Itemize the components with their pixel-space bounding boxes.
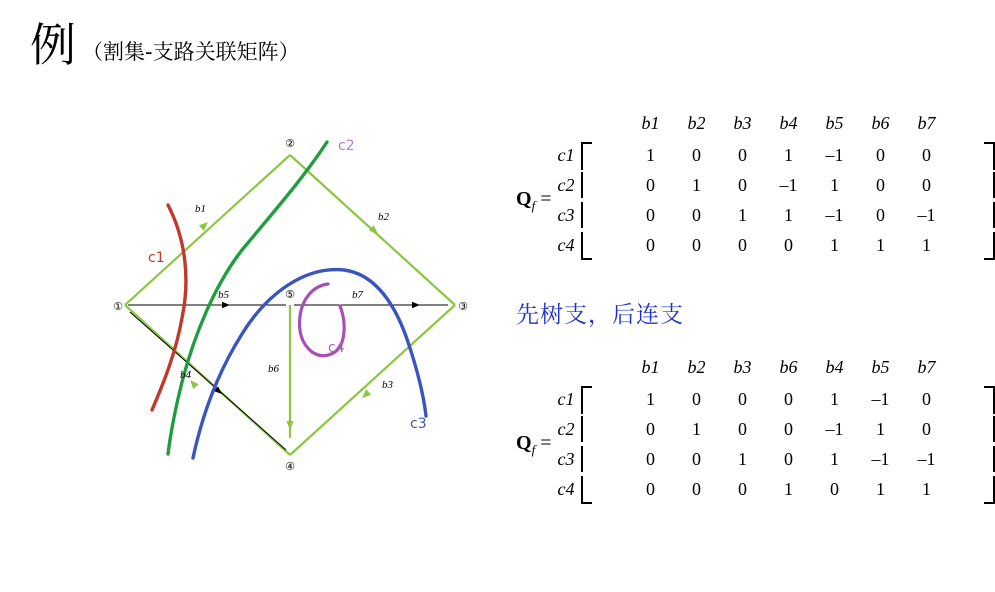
matrix2-cell: –1 (871, 388, 890, 409)
matrix2-cell: 0 (783, 388, 793, 409)
matrix1-row-c4: c4 (557, 234, 575, 255)
matrix2-table (557, 352, 995, 504)
table-row (557, 200, 995, 230)
matrix1-cell: 1 (829, 174, 839, 195)
matrix2-cell: 0 (737, 388, 747, 409)
matrix2-col-b5: b5 (871, 356, 890, 377)
matrix1-cell: 0 (737, 174, 747, 195)
matrix1-cell: 1 (875, 234, 885, 255)
arrow-b6 (286, 421, 293, 430)
matrix2-corner (557, 352, 581, 384)
matrix2-cell: 1 (921, 478, 931, 499)
matrix1-cell: 0 (691, 144, 701, 165)
branch-label-b7: b7 (352, 289, 363, 301)
table-row (557, 170, 995, 200)
matrix2-bracket-left-bottom (581, 474, 627, 504)
matrix2-header-row (557, 352, 995, 384)
matrix2-col-b3: b3 (733, 356, 752, 377)
matrix1-cell: –1 (825, 204, 844, 225)
matrix2-cell: 1 (737, 448, 747, 469)
matrix1-bracket-left-bottom (581, 230, 627, 260)
cutset-label-c1: c1 (148, 250, 165, 266)
edge-b3-line (290, 305, 455, 455)
matrix1-col-b5: b5 (825, 112, 844, 133)
matrix2-bracket-right-mid (949, 414, 995, 444)
matrix1-cell: 1 (921, 234, 931, 255)
edge-diagonal-line (130, 312, 286, 450)
matrix1-cell: 0 (645, 204, 655, 225)
matrix2-cell: 1 (645, 388, 655, 409)
matrix-qf-reordered (516, 352, 995, 504)
node-3: ③ (458, 300, 468, 313)
matrix1-cell: 0 (875, 204, 885, 225)
matrix2-label-sub: f (531, 442, 536, 457)
matrix2-col-b2: b2 (687, 356, 706, 377)
graph-figure (90, 120, 490, 490)
node-5: ⑤ (285, 288, 295, 301)
matrix2-label-q: Q (516, 432, 532, 454)
matrix2-col-b4: b4 (825, 356, 844, 377)
table-row (557, 384, 995, 414)
matrix2-cell: 1 (875, 418, 885, 439)
matrix1-row-c2: c2 (557, 174, 575, 195)
matrix1-cell: 1 (783, 204, 793, 225)
arrow-b5 (222, 302, 230, 308)
matrix2-cell: 1 (691, 418, 701, 439)
matrix-qf-original (516, 108, 995, 260)
matrix2-cell: –1 (917, 448, 936, 469)
matrix1-cell: 0 (737, 234, 747, 255)
table-row (557, 230, 995, 260)
matrix1-bracket-space-l (581, 108, 627, 140)
matrix1-label-q: Q (516, 188, 532, 210)
matrix1-cell: 0 (645, 234, 655, 255)
table-row (557, 414, 995, 444)
matrix1-label (516, 154, 551, 214)
matrix2-bracket-right-bottom (949, 474, 995, 504)
emphasis-note: 先树支，后连支 (516, 302, 684, 328)
matrix1-cell: 1 (645, 144, 655, 165)
cutset-label-c2: c2 (338, 138, 355, 154)
matrix1-bracket-left-mid2 (581, 200, 627, 230)
arrow-b7 (412, 302, 420, 308)
title-subtitle-text: （割集-支路关联矩阵） (82, 40, 300, 64)
matrix1-cell: –1 (779, 174, 798, 195)
matrix2-row-c3: c3 (557, 448, 575, 469)
table-row (557, 444, 995, 474)
matrix1-col-b1: b1 (641, 112, 660, 133)
matrix2-cell: 0 (921, 388, 931, 409)
matrix1-cell: 0 (921, 144, 931, 165)
branch-label-b2: b2 (378, 211, 389, 223)
branch-label-b5: b5 (218, 289, 229, 301)
matrix1-col-b7: b7 (917, 112, 936, 133)
matrix1-table (557, 108, 995, 260)
matrix2-cell: –1 (825, 418, 844, 439)
cutset-c2-curve (168, 142, 327, 454)
matrix1-bracket-space-r (949, 108, 995, 140)
page-title (30, 18, 300, 72)
matrix1-cell: –1 (917, 204, 936, 225)
matrix1-col-b2: b2 (687, 112, 706, 133)
matrix1-col-b3: b3 (733, 112, 752, 133)
matrix2-bracket-left-mid2 (581, 444, 627, 474)
matrix2-row-c2: c2 (557, 418, 575, 439)
matrix2-cell: 0 (691, 478, 701, 499)
matrix1-cell: 0 (875, 144, 885, 165)
matrix2-cell: 0 (783, 418, 793, 439)
matrix2-cell: 0 (691, 448, 701, 469)
node-2: ② (285, 137, 295, 150)
branch-label-b1: b1 (195, 203, 206, 215)
matrix1-col-b6: b6 (871, 112, 890, 133)
matrix2-cell: 1 (783, 478, 793, 499)
matrix2-bracket-space-l (581, 352, 627, 384)
matrix1-row-c3: c3 (557, 204, 575, 225)
matrix1-bracket-right-bottom (949, 230, 995, 260)
matrix2-cell: 0 (691, 388, 701, 409)
matrix1-cell: 0 (921, 174, 931, 195)
matrix2-cell: 0 (645, 478, 655, 499)
matrix1-col-b4: b4 (779, 112, 798, 133)
matrix2-cell: 1 (829, 448, 839, 469)
matrix2-row-c1: c1 (557, 388, 575, 409)
branch-label-b6: b6 (268, 363, 279, 375)
matrix2-bracket-right-top (949, 384, 995, 414)
matrix2-cell: 1 (875, 478, 885, 499)
matrix2-cell: 0 (829, 478, 839, 499)
matrix2-bracket-left-mid (581, 414, 627, 444)
matrix1-cell: 1 (737, 204, 747, 225)
matrix1-cell: 0 (737, 144, 747, 165)
table-row (557, 474, 995, 504)
matrix1-bracket-left-top (581, 140, 627, 170)
matrix1-cell: 0 (783, 234, 793, 255)
matrix1-cell: 1 (783, 144, 793, 165)
matrix2-cell: 0 (645, 418, 655, 439)
matrix1-cell: 1 (691, 174, 701, 195)
branch-label-b4: b4 (180, 369, 191, 381)
matrix2-cell: 0 (737, 418, 747, 439)
matrix2-cell: 0 (783, 448, 793, 469)
matrix2-bracket-left-top (581, 384, 627, 414)
matrix1-cell: 1 (829, 234, 839, 255)
matrix2-cell: 0 (921, 418, 931, 439)
link-branch-edges (128, 305, 448, 450)
node-1: ① (113, 300, 123, 313)
matrix2-col-b1: b1 (641, 356, 660, 377)
matrix1-cell: 0 (875, 174, 885, 195)
matrix1-label-eq: = (535, 188, 552, 210)
matrix2-bracket-right-mid2 (949, 444, 995, 474)
matrix2-cell: –1 (871, 448, 890, 469)
matrix2-col-b7: b7 (917, 356, 936, 377)
node-4: ④ (285, 460, 295, 473)
matrix1-header-row (557, 108, 995, 140)
matrix1-cell: 0 (645, 174, 655, 195)
matrix1-corner (557, 108, 581, 140)
edge-b1-line (125, 155, 290, 305)
title-main-text: 例 (30, 18, 76, 72)
matrix2-label (516, 398, 551, 458)
branch-label-b3: b3 (382, 379, 393, 391)
matrix1-cell: 0 (691, 234, 701, 255)
matrix1-cell: 0 (691, 204, 701, 225)
matrix2-cell: 1 (829, 388, 839, 409)
cutset-label-c4: c4 (328, 340, 345, 356)
matrix1-row-c1: c1 (557, 144, 575, 165)
matrix2-row-c4: c4 (557, 478, 575, 499)
matrix2-label-eq: = (535, 432, 552, 454)
cutset-label-c3: c3 (410, 416, 427, 432)
matrix1-cell: –1 (825, 144, 844, 165)
matrix1-bracket-left-mid (581, 170, 627, 200)
table-row (557, 140, 995, 170)
matrix1-label-sub: f (531, 198, 536, 213)
matrix2-bracket-space-r (949, 352, 995, 384)
matrix1-bracket-right-top (949, 140, 995, 170)
matrix2-cell: 0 (645, 448, 655, 469)
matrix1-bracket-right-mid (949, 170, 995, 200)
matrix2-cell: 0 (737, 478, 747, 499)
matrix1-bracket-right-mid2 (949, 200, 995, 230)
matrix2-col-b6: b6 (779, 356, 798, 377)
